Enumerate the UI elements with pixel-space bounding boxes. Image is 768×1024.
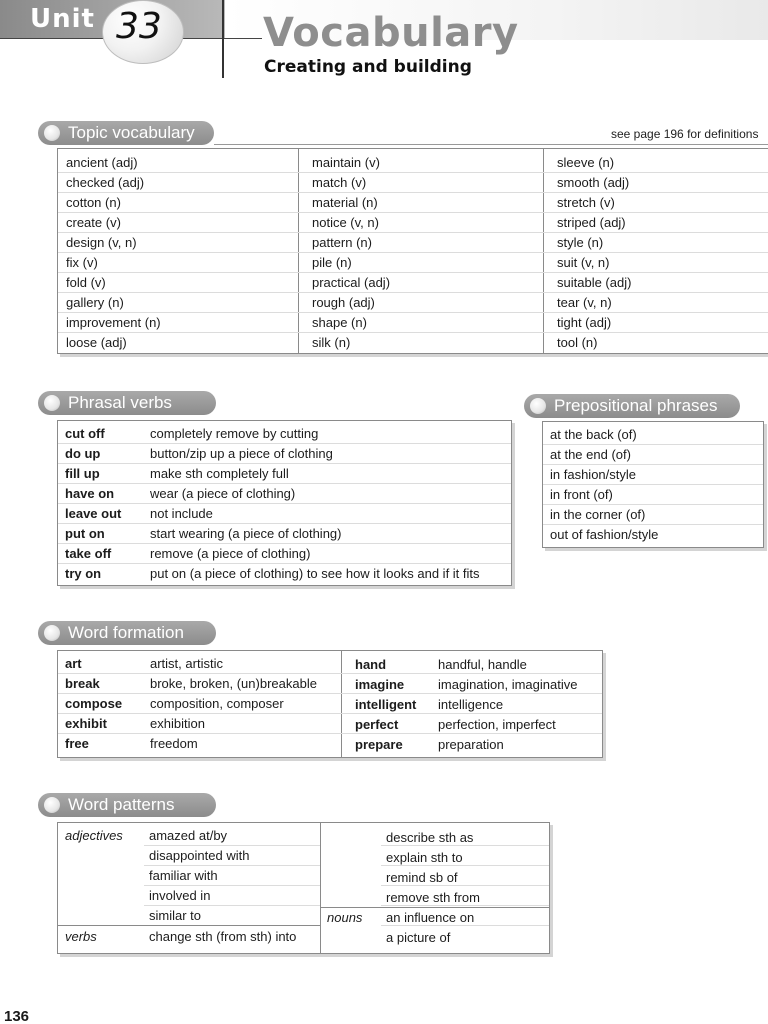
section-heading-label: Word patterns — [68, 795, 175, 814]
vocab-item: shape (n) — [312, 315, 367, 330]
formation-forms: broke, broken, (un)breakable — [150, 676, 317, 691]
formation-word: art — [65, 656, 82, 671]
vocab-item: gallery (n) — [66, 295, 124, 310]
nouns-label: nouns — [327, 910, 363, 925]
page-number: 136 — [4, 1008, 30, 1024]
phrasal-meaning: remove (a piece of clothing) — [150, 546, 311, 561]
section-heading-label: Phrasal verbs — [68, 393, 172, 412]
vocab-item: checked (adj) — [66, 175, 145, 190]
column-divider — [341, 651, 342, 757]
prepositional-phrases-box — [542, 421, 764, 548]
column-divider — [298, 149, 299, 353]
formation-word: exhibit — [65, 716, 107, 731]
column-divider — [543, 149, 544, 353]
formation-forms: composition, composer — [150, 696, 284, 711]
pattern-item: explain sth to — [386, 850, 463, 865]
vocab-item: match (v) — [312, 175, 367, 190]
phrasal-meaning: button/zip up a piece of clothing — [150, 446, 333, 461]
vocab-item: striped (adj) — [557, 215, 626, 230]
topic-vocabulary-box — [57, 148, 768, 354]
phrasal-meaning: put on (a piece of clothing) to see how it looks and if it fits — [150, 566, 480, 581]
word-patterns-box — [57, 822, 550, 954]
phrasal-verb: fill up — [65, 466, 100, 481]
vocab-item: material (n) — [312, 195, 378, 210]
vocab-item: design (v, n) — [66, 235, 137, 250]
formation-word: imagine — [355, 677, 405, 692]
vocab-item: notice (v, n) — [312, 215, 379, 230]
formation-word: free — [65, 736, 89, 751]
phrasal-meaning: completely remove by cutting — [150, 426, 319, 441]
pattern-item: a picture of — [386, 930, 451, 945]
vocab-item: cotton (n) — [66, 195, 121, 210]
vocab-item: create (v) — [66, 215, 121, 230]
formation-forms: freedom — [150, 736, 198, 751]
vocab-item: fix (v) — [66, 255, 98, 270]
row-rule — [58, 332, 768, 333]
row-rule — [58, 172, 768, 173]
phrasal-verb: try on — [65, 566, 102, 581]
prepositional-phrase: in fashion/style — [550, 467, 636, 482]
formation-forms: handful, handle — [438, 657, 527, 672]
pattern-item: remind sb of — [386, 870, 458, 885]
formation-forms: exhibition — [150, 716, 205, 731]
phrasal-verbs-box — [57, 420, 512, 586]
formation-forms: intelligence — [438, 697, 504, 712]
row-rule — [58, 192, 768, 193]
vocab-item: practical (adj) — [312, 275, 391, 290]
page-subtitle: Creating and building — [264, 57, 472, 77]
phrasal-meaning: wear (a piece of clothing) — [150, 486, 296, 501]
phrasal-verb: leave out — [65, 506, 122, 521]
unit-label: Unit — [30, 4, 95, 34]
bullet-icon — [530, 398, 546, 414]
phrasal-meaning: start wearing (a piece of clothing) — [150, 526, 342, 541]
pattern-item: amazed at/by — [149, 828, 228, 843]
adjectives-label: adjectives — [65, 828, 123, 843]
phrasal-verb: have on — [65, 486, 115, 501]
bullet-icon — [44, 625, 60, 641]
pattern-item: remove sth from — [386, 890, 480, 905]
row-rule — [58, 292, 768, 293]
vocab-item: tear (v, n) — [557, 295, 612, 310]
vocab-item: suit (v, n) — [557, 255, 610, 270]
row-rule — [58, 212, 768, 213]
unit-number: 33 — [116, 6, 162, 47]
bullet-icon — [44, 125, 60, 141]
formation-forms: imagination, imaginative — [438, 677, 578, 692]
row-rule — [58, 713, 602, 714]
section-heading-label: Word formation — [68, 623, 184, 642]
formation-word: compose — [65, 696, 123, 711]
verbs-label: verbs — [65, 929, 97, 944]
vocab-item: rough (adj) — [312, 295, 375, 310]
formation-word: break — [65, 676, 100, 691]
phrasal-verb: put on — [65, 526, 105, 541]
vocab-item: maintain (v) — [312, 155, 380, 170]
row-rule — [58, 232, 768, 233]
section-heading-prepositional — [524, 394, 740, 418]
pattern-item: similar to — [149, 908, 202, 923]
section-heading-label: Topic vocabulary — [68, 123, 195, 142]
section-heading-label: Prepositional phrases — [554, 396, 718, 415]
row-rule — [58, 252, 768, 253]
formation-forms: preparation — [438, 737, 504, 752]
pattern-item: an influence on — [386, 910, 475, 925]
vocab-item: pile (n) — [312, 255, 352, 270]
row-rule — [58, 272, 768, 273]
pattern-item: involved in — [149, 888, 211, 903]
vocab-item: stretch (v) — [557, 195, 615, 210]
prepositional-phrase: in the corner (of) — [550, 507, 646, 522]
prepositional-phrase: in front (of) — [550, 487, 613, 502]
phrasal-verb: cut off — [65, 426, 105, 441]
pattern-item: change sth (from sth) into — [149, 929, 297, 944]
vocab-item: loose (adj) — [66, 335, 127, 350]
section-heading-phrasal — [38, 391, 216, 415]
phrasal-meaning: not include — [150, 506, 213, 521]
phrasal-verb: take off — [65, 546, 112, 561]
section-heading-formation — [38, 621, 216, 645]
pattern-item: familiar with — [149, 868, 218, 883]
bullet-icon — [44, 395, 60, 411]
phrasal-verb: do up — [65, 446, 101, 461]
formation-word: prepare — [355, 737, 403, 752]
vocab-item: suitable (adj) — [557, 275, 632, 290]
formation-word: intelligent — [355, 697, 417, 712]
vocab-item: pattern (n) — [312, 235, 372, 250]
vocab-item: tight (adj) — [557, 315, 612, 330]
prepositional-phrase: out of fashion/style — [550, 527, 659, 542]
vocab-item: style (n) — [557, 235, 604, 250]
formation-forms: artist, artistic — [150, 656, 223, 671]
row-rule — [58, 312, 768, 313]
vocab-item: improvement (n) — [66, 315, 161, 330]
vocab-item: silk (n) — [312, 335, 351, 350]
vocab-item: smooth (adj) — [557, 175, 630, 190]
phrasal-meaning: make sth completely full — [150, 466, 289, 481]
formation-forms: perfection, imperfect — [438, 717, 556, 732]
formation-word: perfect — [355, 717, 399, 732]
pattern-item: disappointed with — [149, 848, 250, 863]
vocab-item: ancient (adj) — [66, 155, 138, 170]
bullet-icon — [44, 797, 60, 813]
vocab-item: tool (n) — [557, 335, 598, 350]
section-heading-patterns — [38, 793, 216, 817]
prepositional-phrase: at the end (of) — [550, 447, 631, 462]
word-formation-box — [57, 650, 603, 758]
header-divider — [222, 0, 224, 78]
column-divider — [320, 823, 321, 953]
formation-word: hand — [355, 657, 387, 672]
definitions-note: see page 196 for definitions — [611, 127, 759, 141]
page-title: Vocabulary — [263, 10, 519, 56]
section-rule — [214, 144, 768, 145]
prepositional-phrase: at the back (of) — [550, 427, 637, 442]
section-heading-topic — [38, 121, 214, 145]
vocab-item: sleeve (n) — [557, 155, 615, 170]
pattern-item: describe sth as — [386, 830, 474, 845]
vocab-item: fold (v) — [66, 275, 106, 290]
